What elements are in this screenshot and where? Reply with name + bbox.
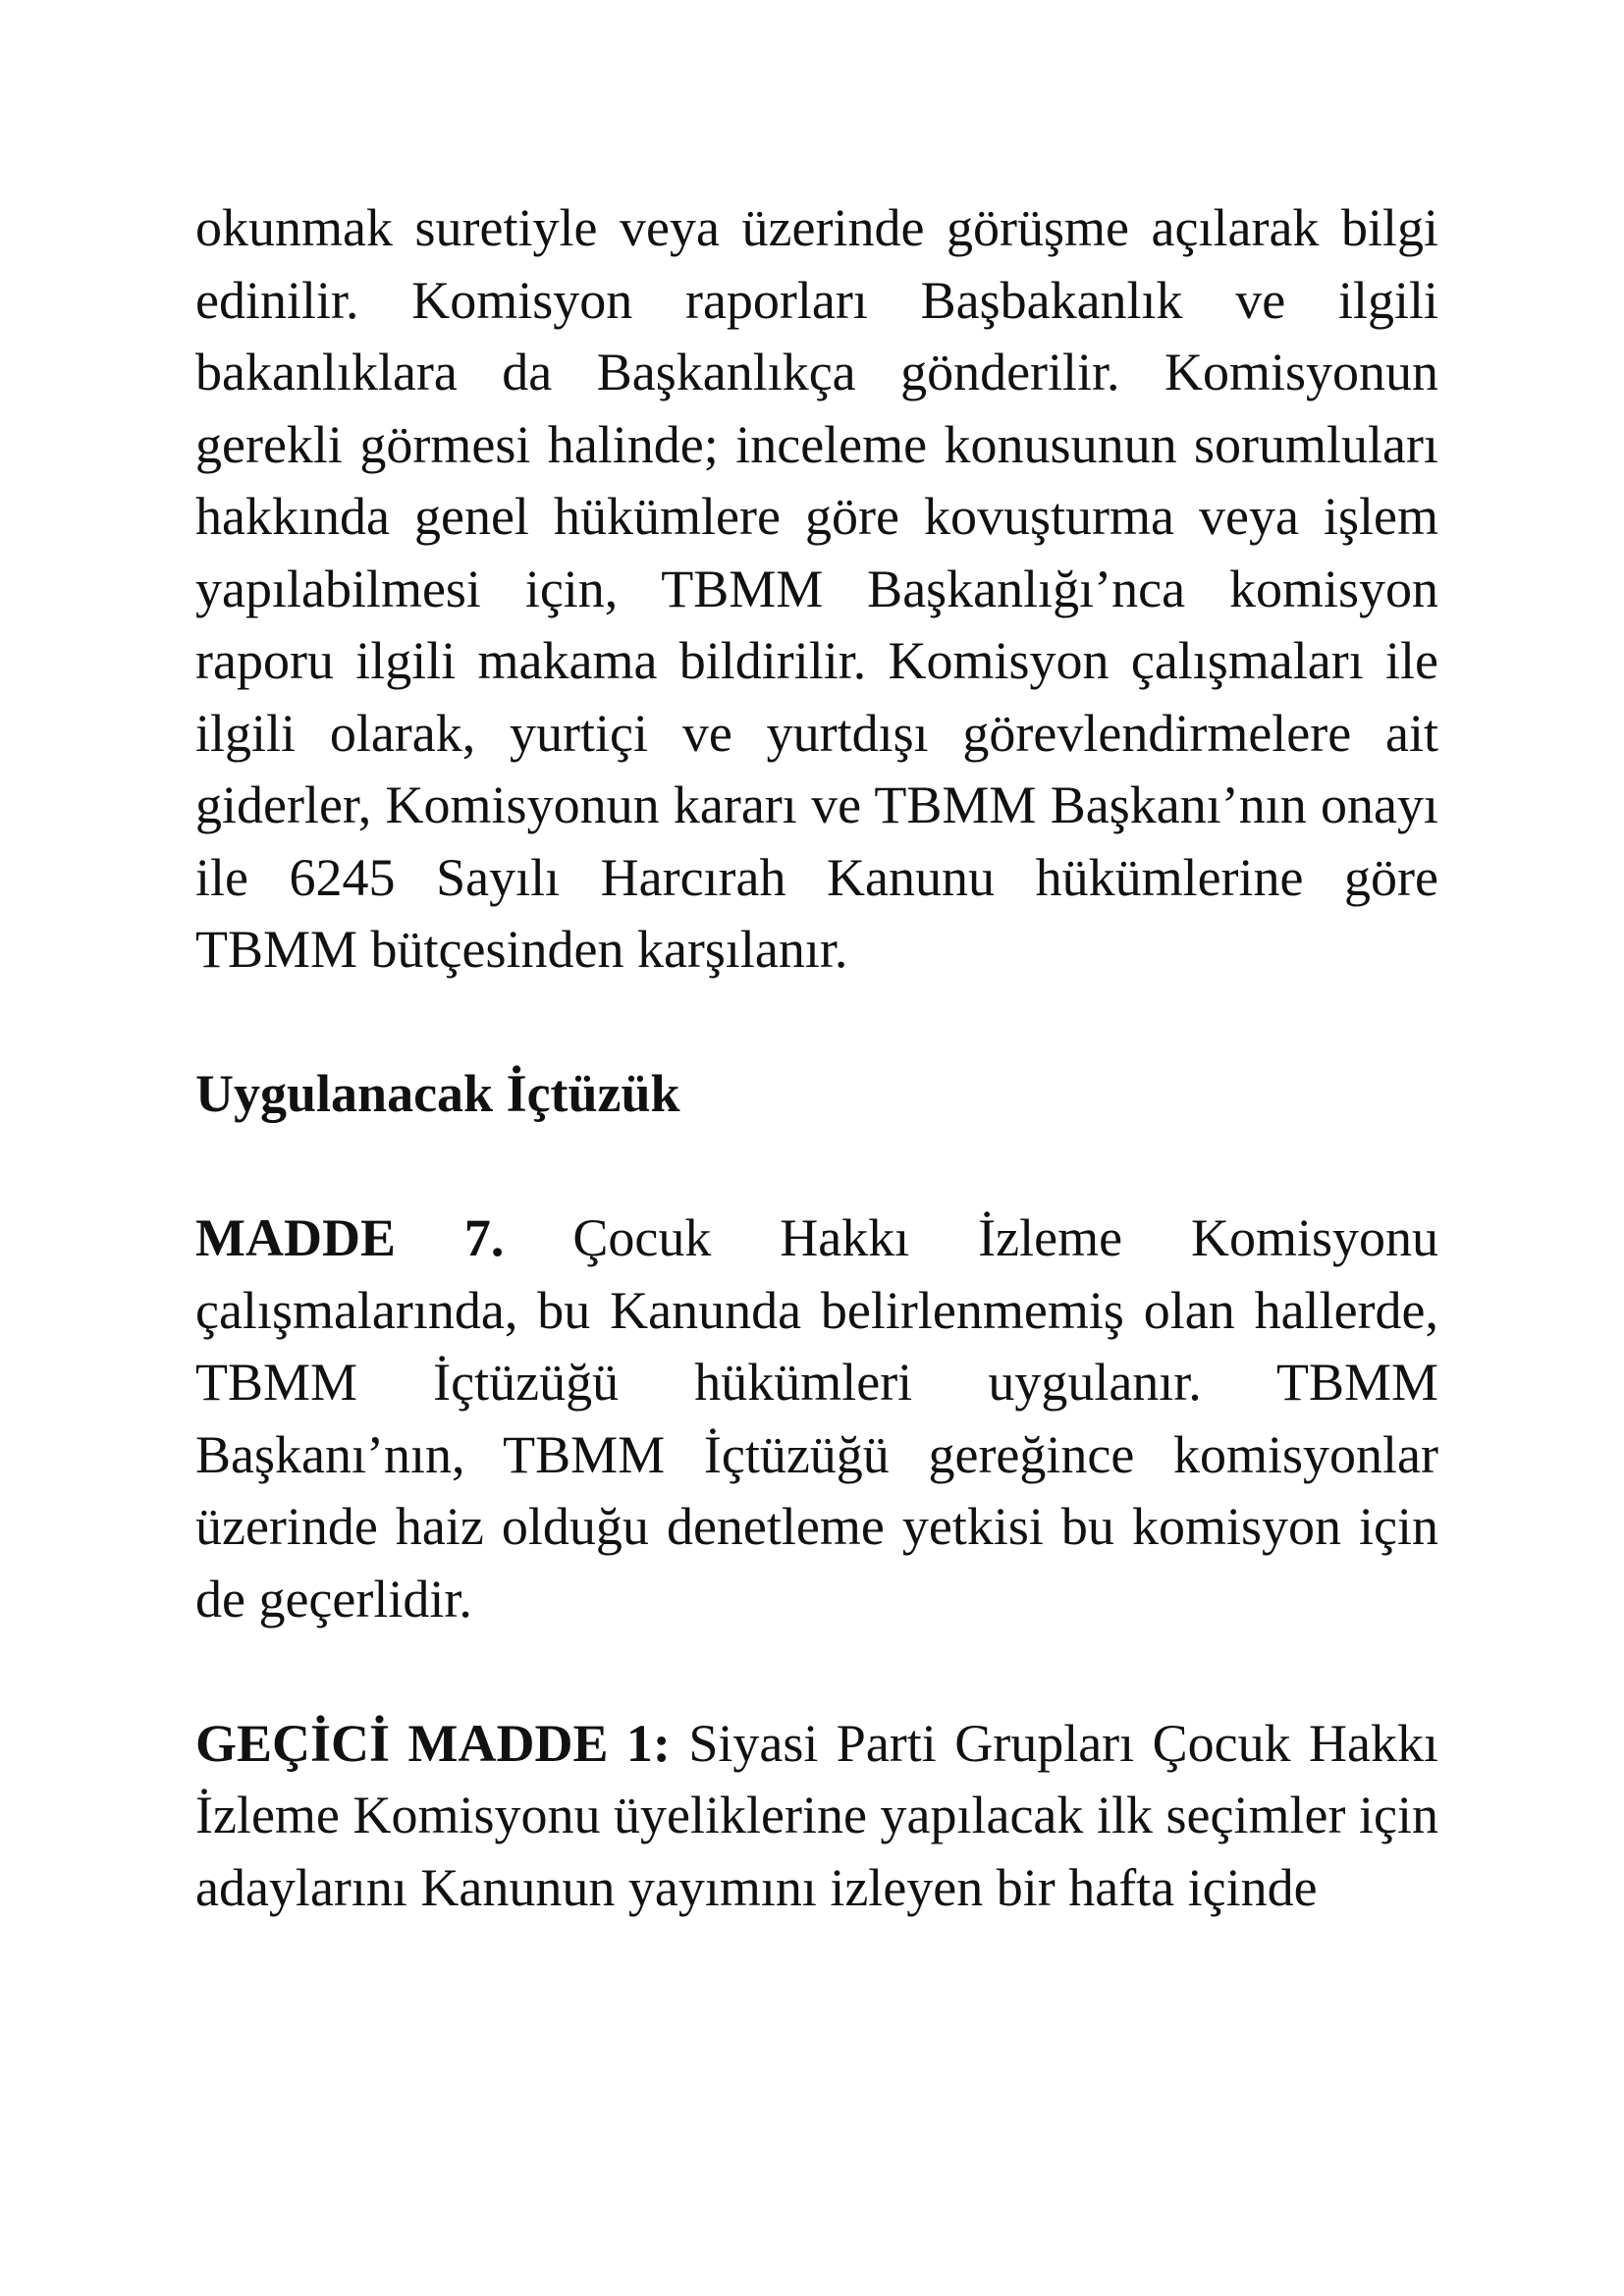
paragraph-gecici-madde-1	[195, 1708, 1438, 1925]
article-text: Çocuk Hakkı İzleme Komisyonu çalışmalarında, bu Kanunda belirlenmemiş olan hallerde, TBMM İçtüzüğü hükümleri uygulanır. TBMM Başkanı’nın, TBMM İçtüzüğü gereğince komisyonlar üzerinde haiz olduğu denetleme yetkisi bu komisyon için de geçerlidir.	[195, 1208, 1438, 1629]
article-label: GEÇİCİ MADDE 1:	[195, 1713, 671, 1773]
paragraph-commission-reports: okunmak suretiyle veya üzerinde görüşme açılarak bilgi edinilir. Komisyon raporları Başbakanlık ve ilgili bakanlıklara da Başkanlıkça gönderilir. Komisyonun gerekli görmesi halinde; inceleme konusunun sorumluları hakkında genel hükümlere göre kovuşturma veya işlem yapılabilmesi için, TBMM Başkanlığı’nca komisyon raporu ilgili makama bildirilir. Komisyon çalışmaları ile ilgili olarak, yurtiçi ve yurtdışı görevlendirmelere ait giderler, Komisyonun kararı ve TBMM Başkanı’nın onayı ile 6245 Sayılı Harcırah Kanunu hükümlerine göre TBMM bütçesinden karşılanır.	[195, 198, 1438, 979]
spacer	[195, 987, 1438, 1059]
spacer	[195, 1635, 1438, 1708]
document-page	[195, 192, 1438, 1924]
article-text: Siyasi Parti Grupları Çocuk Hakkı İzleme Komisyonu üyeliklerine yapılacak ilk seçimler için adaylarını Kanunun yayımını izleyen bir hafta içinde	[195, 1713, 1438, 1917]
article-label: MADDE 7.	[195, 1208, 505, 1267]
paragraph-madde-7	[195, 1202, 1438, 1635]
section-heading: Uygulanacak İçtüzük	[195, 1064, 680, 1123]
spacer	[195, 1131, 1438, 1203]
